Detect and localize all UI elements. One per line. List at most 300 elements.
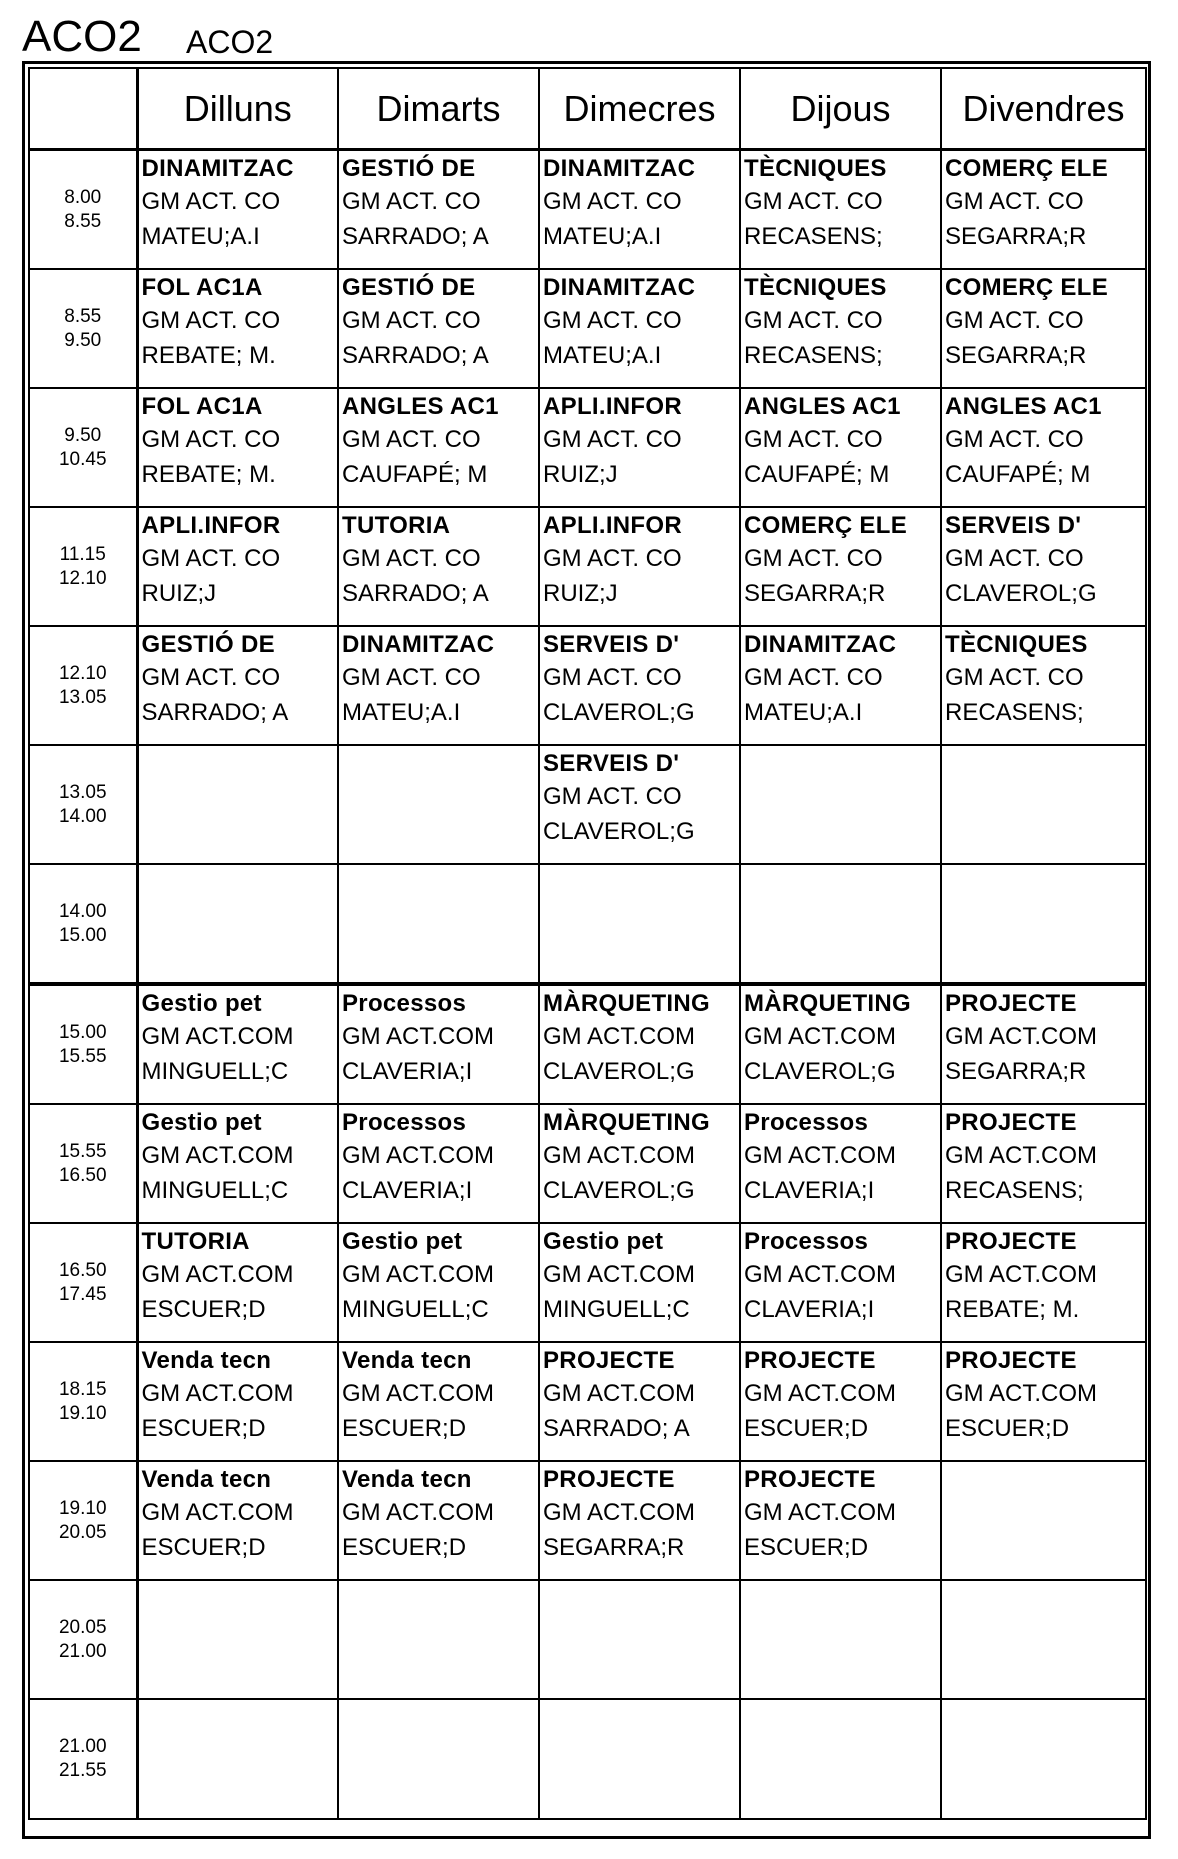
class-group: GM ACT. CO	[342, 664, 481, 691]
empty-cell	[338, 745, 539, 864]
class-entry	[741, 508, 940, 611]
time-slot-cell	[29, 1461, 137, 1580]
class-cell	[338, 984, 539, 1104]
class-subject: MÀRQUETING	[744, 990, 911, 1017]
class-teacher: CAUFAPÉ; M	[342, 461, 488, 488]
empty-cell	[137, 1580, 338, 1699]
class-group: GM ACT. CO	[945, 426, 1084, 453]
class-cell	[338, 1342, 539, 1461]
class-teacher: ESCUER;D	[141, 1534, 266, 1561]
class-entry	[942, 627, 1145, 730]
slot-start-time: 12.10	[58, 662, 107, 684]
class-teacher: MATEU;A.I	[141, 223, 260, 250]
class-group: GM ACT.COM	[945, 1261, 1098, 1288]
class-group: GM ACT.COM	[945, 1380, 1098, 1407]
class-cell	[338, 269, 539, 388]
timetable-subtitle: ACO2	[186, 24, 274, 60]
class-teacher: MINGUELL;C	[141, 1177, 289, 1204]
class-group: GM ACT. CO	[744, 188, 883, 215]
time-slot-cell	[29, 626, 137, 745]
class-entry	[139, 389, 338, 492]
class-cell	[539, 269, 740, 388]
class-entry	[942, 151, 1145, 254]
empty-cell	[740, 1580, 941, 1699]
slot-end-time: 10.45	[58, 448, 107, 470]
slot-end-time: 15.55	[58, 1045, 107, 1067]
class-entry	[741, 389, 940, 492]
empty-cell	[740, 745, 941, 864]
class-entry	[741, 270, 940, 373]
class-entry	[339, 1105, 538, 1208]
class-cell	[137, 150, 338, 270]
slot-end-time: 21.55	[58, 1760, 107, 1781]
class-group: GM ACT. CO	[342, 545, 481, 572]
time-slot-cell	[29, 864, 137, 984]
class-subject: PROJECTE	[744, 1466, 876, 1493]
day-header-tuesday: Dimarts	[338, 68, 539, 150]
class-teacher: SARRADO; A	[543, 1415, 690, 1442]
class-teacher: REBATE; M.	[141, 461, 276, 488]
slot-start-time: 13.05	[58, 781, 107, 803]
class-entry	[339, 389, 538, 492]
class-cell	[137, 269, 338, 388]
class-teacher: MINGUELL;C	[141, 1058, 289, 1085]
class-subject: GESTIÓ DE	[342, 155, 476, 182]
class-cell	[941, 1223, 1146, 1342]
class-group: GM ACT. CO	[342, 188, 481, 215]
slot-start-time: 20.05	[58, 1616, 107, 1638]
class-group: GM ACT.COM	[744, 1261, 897, 1288]
empty-cell	[539, 1580, 740, 1699]
class-teacher: CLAVERIA;I	[342, 1058, 473, 1085]
class-cell	[338, 1104, 539, 1223]
time-slot-cell	[29, 1699, 137, 1819]
class-entry	[741, 627, 940, 730]
class-entry	[540, 746, 739, 849]
class-teacher: CLAVEROL;G	[543, 699, 695, 726]
time-slot-row	[29, 150, 1146, 270]
class-group: GM ACT.COM	[945, 1023, 1098, 1050]
class-teacher: SEGARRA;R	[945, 223, 1087, 250]
class-teacher: SARRADO; A	[342, 223, 489, 250]
class-subject: Gestio pet	[543, 1228, 664, 1255]
slot-end-time: 13.05	[58, 686, 107, 708]
class-group: GM ACT.COM	[543, 1499, 696, 1526]
slot-start-time: 14.00	[58, 900, 107, 922]
time-slot-row	[29, 1104, 1146, 1223]
class-subject: DINAMITZAC	[342, 631, 495, 658]
slot-start-time: 19.10	[58, 1497, 107, 1519]
class-teacher: MATEU;A.I	[543, 342, 662, 369]
class-group: GM ACT. CO	[744, 307, 883, 334]
class-entry	[139, 151, 338, 254]
timetable-title: ACO2	[22, 12, 142, 61]
timetable-grid	[28, 67, 1147, 1820]
slot-end-time: 14.00	[58, 805, 107, 827]
class-cell	[137, 507, 338, 626]
class-group: GM ACT. CO	[141, 426, 281, 453]
class-entry	[339, 627, 538, 730]
class-group: GM ACT.COM	[342, 1023, 495, 1050]
class-teacher: ESCUER;D	[141, 1296, 266, 1323]
class-teacher: RECASENS;	[744, 223, 883, 250]
class-group: GM ACT.COM	[543, 1261, 696, 1288]
class-group: GM ACT. CO	[945, 188, 1084, 215]
class-teacher: MATEU;A.I	[543, 223, 662, 250]
class-entry	[540, 389, 739, 492]
day-header-wednesday: Dimecres	[539, 68, 740, 150]
class-cell	[539, 150, 740, 270]
class-cell	[137, 984, 338, 1104]
class-cell	[338, 1461, 539, 1580]
slot-end-time: 12.10	[58, 567, 107, 589]
time-slot-cell	[29, 388, 137, 507]
class-cell	[941, 626, 1146, 745]
class-subject: ANGLES AC1	[744, 393, 901, 420]
class-cell	[740, 388, 941, 507]
class-cell	[941, 984, 1146, 1104]
class-subject: COMERÇ ELE	[945, 155, 1109, 182]
empty-cell	[137, 864, 338, 984]
header-corner-cell	[29, 68, 137, 150]
class-cell	[740, 150, 941, 270]
class-group: GM ACT.COM	[543, 1023, 696, 1050]
class-teacher: SEGARRA;R	[945, 1058, 1087, 1085]
class-group: GM ACT. CO	[543, 545, 682, 572]
class-group: GM ACT. CO	[945, 664, 1084, 691]
class-subject: SERVEIS D'	[543, 750, 680, 777]
class-entry	[942, 986, 1145, 1089]
class-cell	[137, 1461, 338, 1580]
class-cell	[941, 1104, 1146, 1223]
empty-cell	[740, 1699, 941, 1819]
empty-cell	[740, 864, 941, 984]
class-teacher: CLAVEROL;G	[543, 818, 695, 845]
class-teacher: SARRADO; A	[342, 580, 489, 607]
class-subject: DINAMITZAC	[141, 155, 294, 182]
class-entry	[540, 1105, 739, 1208]
class-cell	[740, 1223, 941, 1342]
class-cell	[941, 269, 1146, 388]
class-group: GM ACT. CO	[543, 307, 682, 334]
class-subject: Gestio pet	[141, 1109, 262, 1136]
time-slot-row	[29, 984, 1146, 1104]
class-teacher: REBATE; M.	[945, 1296, 1080, 1323]
class-entry	[741, 151, 940, 254]
class-entry	[339, 1462, 538, 1565]
class-entry	[942, 389, 1145, 492]
time-slot-row	[29, 745, 1146, 864]
class-subject: Venda tecn	[342, 1466, 472, 1493]
time-slot-cell	[29, 1104, 137, 1223]
class-teacher: CAUFAPÉ; M	[945, 461, 1091, 488]
class-group: GM ACT.COM	[342, 1261, 495, 1288]
slot-end-time: 21.00	[58, 1640, 107, 1662]
class-subject: TÈCNIQUES	[744, 274, 887, 301]
class-group: GM ACT. CO	[141, 307, 281, 334]
class-teacher: MATEU;A.I	[342, 699, 461, 726]
class-teacher: ESCUER;D	[342, 1534, 467, 1561]
class-cell	[740, 1104, 941, 1223]
slot-start-time: 15.55	[58, 1140, 107, 1162]
time-slot-cell	[29, 150, 137, 270]
class-teacher: RECASENS;	[744, 342, 883, 369]
class-entry	[540, 1343, 739, 1446]
class-entry	[339, 151, 538, 254]
class-group: GM ACT. CO	[945, 307, 1084, 334]
time-slot-cell	[29, 984, 137, 1104]
class-teacher: CLAVEROL;G	[543, 1058, 695, 1085]
class-entry	[540, 627, 739, 730]
class-teacher: MINGUELL;C	[543, 1296, 690, 1323]
time-slot-row	[29, 269, 1146, 388]
class-teacher: CLAVERIA;I	[744, 1296, 875, 1323]
class-entry	[741, 1343, 940, 1446]
class-cell	[338, 1223, 539, 1342]
class-subject: ANGLES AC1	[945, 393, 1102, 420]
class-cell	[338, 626, 539, 745]
class-cell	[539, 1342, 740, 1461]
class-cell	[539, 626, 740, 745]
time-slot-cell	[29, 1580, 137, 1699]
day-header-monday: Dilluns	[137, 68, 338, 150]
class-cell	[539, 984, 740, 1104]
class-entry	[942, 1224, 1145, 1327]
class-entry	[139, 627, 338, 730]
class-cell	[137, 1342, 338, 1461]
class-subject: Gestio pet	[342, 1228, 463, 1255]
class-entry	[741, 1462, 940, 1565]
class-subject: TUTORIA	[141, 1228, 250, 1255]
class-cell	[338, 388, 539, 507]
time-slot-row	[29, 1342, 1146, 1461]
class-cell	[137, 1223, 338, 1342]
time-slot-cell	[29, 269, 137, 388]
class-subject: Processos	[342, 990, 467, 1017]
class-entry	[942, 508, 1145, 611]
empty-cell	[941, 1699, 1146, 1819]
slot-start-time: 21.00	[58, 1736, 107, 1757]
class-cell	[539, 1223, 740, 1342]
class-group: GM ACT.COM	[342, 1499, 495, 1526]
slot-end-time: 19.10	[58, 1402, 107, 1424]
class-teacher: CLAVERIA;I	[342, 1177, 473, 1204]
class-subject: COMERÇ ELE	[744, 512, 908, 539]
slot-end-time: 17.45	[58, 1283, 107, 1305]
class-teacher: RUIZ;J	[543, 580, 618, 607]
class-subject: DINAMITZAC	[543, 155, 696, 182]
class-cell	[137, 1104, 338, 1223]
empty-cell	[338, 1699, 539, 1819]
class-teacher: RUIZ;J	[141, 580, 217, 607]
slot-start-time: 18.15	[58, 1378, 107, 1400]
class-subject: MÀRQUETING	[543, 990, 710, 1017]
slot-start-time: 8.00	[64, 186, 102, 208]
class-entry	[139, 508, 338, 611]
class-cell	[740, 1342, 941, 1461]
class-cell	[137, 388, 338, 507]
class-cell	[338, 150, 539, 270]
slot-end-time: 20.05	[58, 1521, 107, 1543]
class-cell	[941, 507, 1146, 626]
class-entry	[540, 151, 739, 254]
slot-start-time: 16.50	[58, 1259, 107, 1281]
class-entry	[741, 1105, 940, 1208]
class-group: GM ACT. CO	[744, 545, 883, 572]
class-teacher: CLAVEROL;G	[945, 580, 1097, 607]
class-group: GM ACT. CO	[342, 426, 481, 453]
day-header-friday: Divendres	[941, 68, 1146, 150]
class-cell	[539, 1461, 740, 1580]
class-subject: Processos	[744, 1109, 869, 1136]
class-subject: APLI.INFOR	[543, 393, 682, 420]
class-group: GM ACT.COM	[141, 1499, 294, 1526]
class-entry	[139, 270, 338, 373]
class-teacher: CLAVERIA;I	[744, 1177, 875, 1204]
class-subject: PROJECTE	[744, 1347, 876, 1374]
class-teacher: SEGARRA;R	[945, 342, 1087, 369]
class-group: GM ACT. CO	[141, 664, 281, 691]
class-teacher: ESCUER;D	[744, 1415, 869, 1442]
class-subject: Venda tecn	[342, 1347, 472, 1374]
class-subject: PROJECTE	[543, 1347, 675, 1374]
class-teacher: SARRADO; A	[141, 699, 289, 726]
class-teacher: ESCUER;D	[342, 1415, 467, 1442]
class-entry	[942, 1105, 1145, 1208]
slot-end-time: 9.50	[64, 329, 102, 351]
class-group: GM ACT.COM	[543, 1380, 696, 1407]
class-cell	[941, 388, 1146, 507]
timetable-body	[29, 150, 1146, 1820]
class-subject: GESTIÓ DE	[141, 631, 275, 658]
class-subject: FOL AC1A	[141, 274, 263, 301]
class-teacher: MINGUELL;C	[342, 1296, 489, 1323]
class-teacher: ESCUER;D	[141, 1415, 266, 1442]
class-subject: Venda tecn	[141, 1347, 272, 1374]
class-group: GM ACT.COM	[744, 1142, 897, 1169]
empty-cell	[941, 1461, 1146, 1580]
empty-cell	[338, 864, 539, 984]
class-subject: DINAMITZAC	[744, 631, 897, 658]
empty-cell	[338, 1580, 539, 1699]
empty-cell	[941, 864, 1146, 984]
class-subject: PROJECTE	[945, 1347, 1077, 1374]
day-header-row	[29, 68, 1146, 150]
class-subject: TÈCNIQUES	[744, 155, 887, 182]
class-teacher: REBATE; M.	[141, 342, 276, 369]
class-subject: FOL AC1A	[141, 393, 263, 420]
empty-cell	[137, 1699, 338, 1819]
class-entry	[139, 1462, 338, 1565]
class-group: GM ACT. CO	[141, 188, 281, 215]
class-subject: COMERÇ ELE	[945, 274, 1109, 301]
class-subject: TUTORIA	[342, 512, 451, 539]
class-group: GM ACT.COM	[342, 1142, 495, 1169]
class-group: GM ACT.COM	[141, 1023, 294, 1050]
class-entry	[339, 508, 538, 611]
slot-start-time: 8.55	[64, 305, 102, 327]
class-subject: MÀRQUETING	[543, 1109, 710, 1136]
class-group: GM ACT.COM	[342, 1380, 495, 1407]
empty-cell	[941, 1580, 1146, 1699]
empty-cell	[539, 1699, 740, 1819]
time-slot-row	[29, 1580, 1146, 1699]
class-entry	[741, 986, 940, 1089]
time-slot-row	[29, 626, 1146, 745]
class-entry	[339, 270, 538, 373]
class-entry	[540, 1462, 739, 1565]
class-subject: SERVEIS D'	[945, 512, 1082, 539]
class-entry	[139, 1224, 338, 1327]
class-entry	[741, 1224, 940, 1327]
class-subject: PROJECTE	[543, 1466, 675, 1493]
class-teacher: CLAVEROL;G	[744, 1058, 896, 1085]
time-slot-row	[29, 1699, 1146, 1819]
slot-end-time: 15.00	[58, 924, 107, 946]
class-subject: APLI.INFOR	[543, 512, 682, 539]
class-entry	[139, 986, 338, 1089]
slot-start-time: 11.15	[59, 543, 106, 565]
class-group: GM ACT.COM	[945, 1142, 1098, 1169]
class-group: GM ACT.COM	[141, 1380, 294, 1407]
time-slot-cell	[29, 1342, 137, 1461]
class-group: GM ACT. CO	[543, 426, 682, 453]
class-entry	[339, 1224, 538, 1327]
class-cell	[539, 1104, 740, 1223]
class-group: GM ACT. CO	[342, 307, 481, 334]
class-group: GM ACT. CO	[945, 545, 1084, 572]
class-entry	[540, 508, 739, 611]
time-slot-row	[29, 388, 1146, 507]
class-subject: Gestio pet	[141, 990, 262, 1017]
class-subject: ANGLES AC1	[342, 393, 499, 420]
class-cell	[539, 507, 740, 626]
class-subject: SERVEIS D'	[543, 631, 680, 658]
class-cell	[740, 626, 941, 745]
class-teacher: RECASENS;	[945, 699, 1084, 726]
slot-start-time: 15.00	[58, 1021, 107, 1043]
class-teacher: SARRADO; A	[342, 342, 489, 369]
slot-end-time: 16.50	[58, 1164, 107, 1186]
empty-cell	[539, 864, 740, 984]
class-cell	[740, 984, 941, 1104]
class-group: GM ACT.COM	[543, 1142, 696, 1169]
class-teacher: ESCUER;D	[744, 1534, 869, 1561]
class-entry	[540, 986, 739, 1089]
class-subject: PROJECTE	[945, 990, 1077, 1017]
class-cell	[941, 1342, 1146, 1461]
class-subject: PROJECTE	[945, 1228, 1077, 1255]
class-subject: Venda tecn	[141, 1466, 272, 1493]
class-teacher: MATEU;A.I	[744, 699, 863, 726]
empty-cell	[941, 745, 1146, 864]
class-group: GM ACT.COM	[744, 1380, 897, 1407]
class-cell	[137, 626, 338, 745]
class-teacher: SEGARRA;R	[744, 580, 886, 607]
class-subject: GESTIÓ DE	[342, 274, 476, 301]
time-slot-row	[29, 1461, 1146, 1580]
time-slot-cell	[29, 1223, 137, 1342]
class-cell	[740, 507, 941, 626]
time-slot-row	[29, 1223, 1146, 1342]
class-subject: DINAMITZAC	[543, 274, 696, 301]
class-group: GM ACT. CO	[543, 664, 682, 691]
class-teacher: ESCUER;D	[945, 1415, 1070, 1442]
day-header-thursday: Dijous	[740, 68, 941, 150]
class-group: GM ACT.COM	[141, 1261, 294, 1288]
class-group: GM ACT. CO	[744, 426, 883, 453]
class-entry	[339, 986, 538, 1089]
